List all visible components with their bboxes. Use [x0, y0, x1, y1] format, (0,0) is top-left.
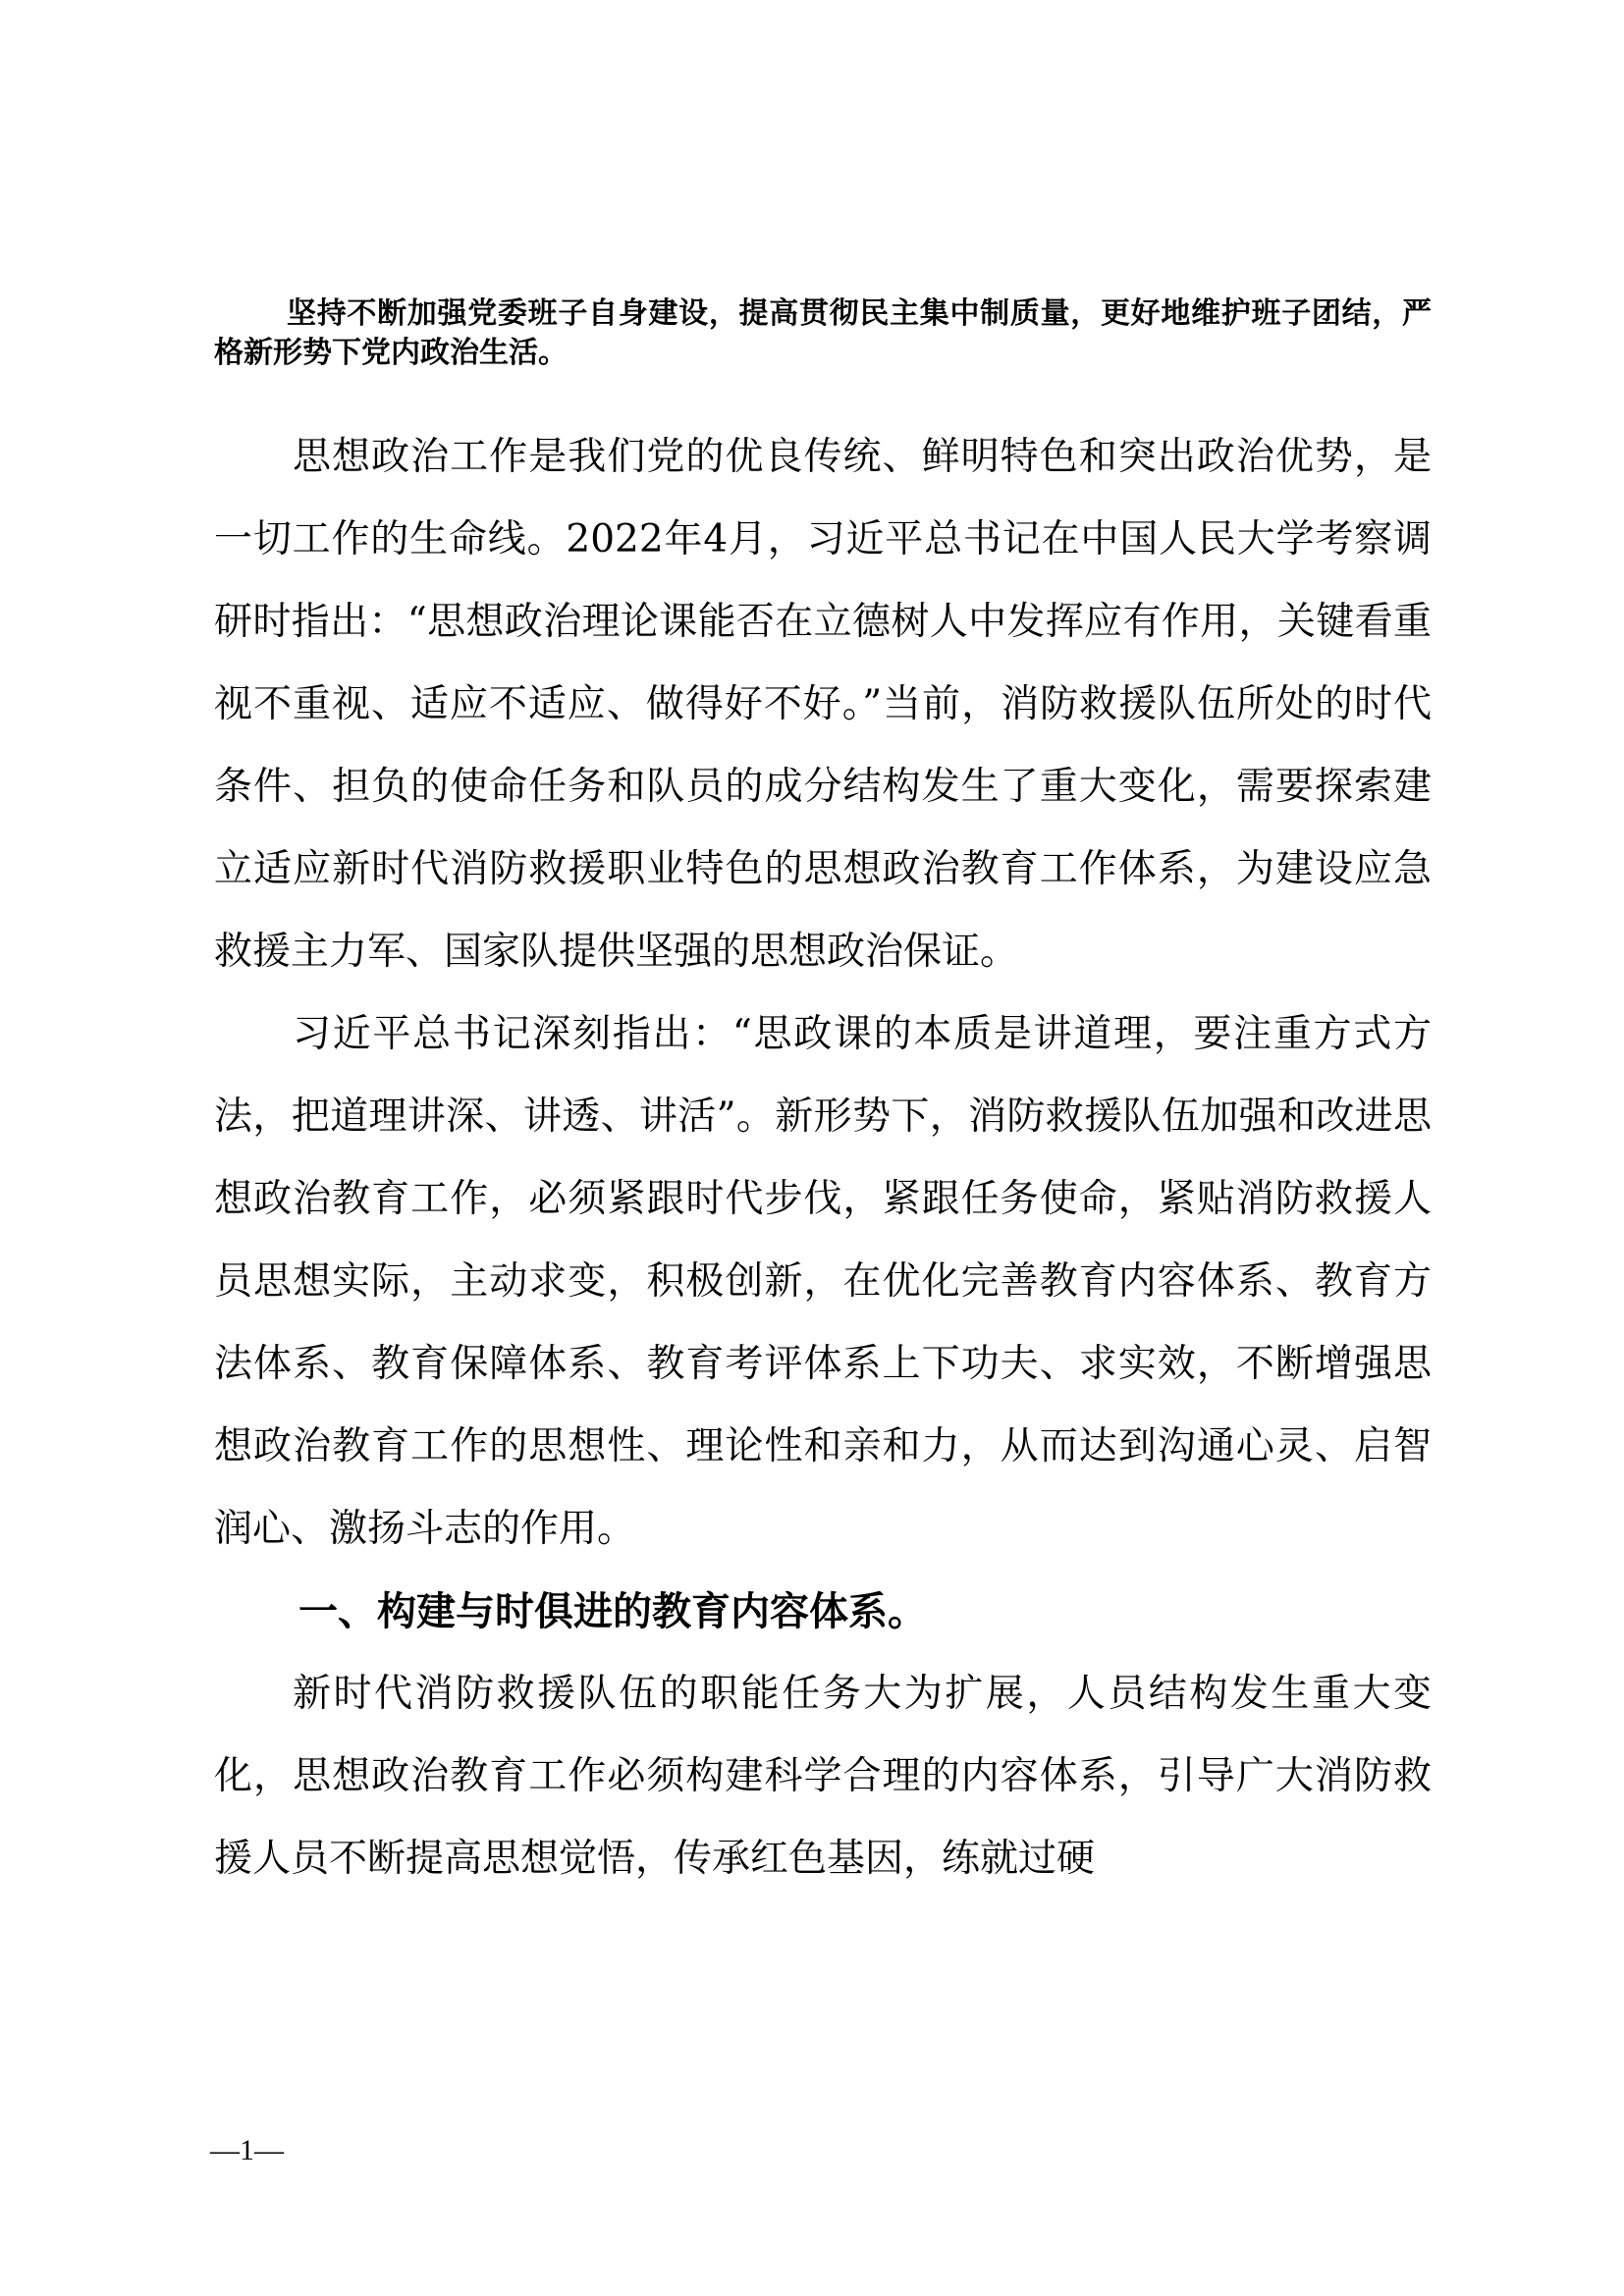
summary-paragraph: 坚持不断加强党委班子自身建设，提高贯彻民主集中制质量，更好地维护班子团结，严格新形势下党内政治生活。	[214, 296, 1432, 370]
body-paragraph-2: 习近平总书记深刻指出：“思政课的本质是讲道理，要注重方式方法，把道理讲深、讲透、讲活”。新形势下，消防救援队伍加强和改进思想政治教育工作，必须紧跟时代步伐，紧跟任务使命，紧贴消防救援人员思想实际，主动求变，积极创新，在优化完善教育内容体系、教育方法体系、教育保障体系、教育考评体系上下功夫、求实效，不断增强思想政治教育工作的思想性、理论性和亲和力，从而达到沟通心灵、启智润心、激扬斗志的作用。	[214, 1012, 1432, 1551]
body-paragraph-1: 思想政治工作是我们党的优良传统、鲜明特色和突出政治优势，是一切工作的生命线。2022年4月，习近平总书记在中国人民大学考察调研时指出：“思想政治理论课能否在立德树人中发挥应有作用，关键看重视不重视、适应不适应、做得好不好。”当前，消防救援队伍所处的时代条件、担负的使命任务和队员的成分结构发生了重大变化，需要探索建立适应新时代消防救援职业特色的思想政治教育工作体系，为建设应急救援主力军、国家队提供坚强的思想政治保证。	[214, 435, 1432, 974]
document-body	[214, 416, 1432, 1900]
page-number: —1—	[210, 2134, 284, 2166]
section-heading: 一、构建与时俱进的教育内容体系。	[298, 1589, 927, 1634]
section-paragraph: 新时代消防救援队伍的职能任务大为扩展，人员结构发生重大变化，思想政治教育工作必须构建科学合理的内容体系，引导广大消防救援人员不断提高思想觉悟，传承红色基因，练就过硬	[214, 1672, 1432, 1881]
